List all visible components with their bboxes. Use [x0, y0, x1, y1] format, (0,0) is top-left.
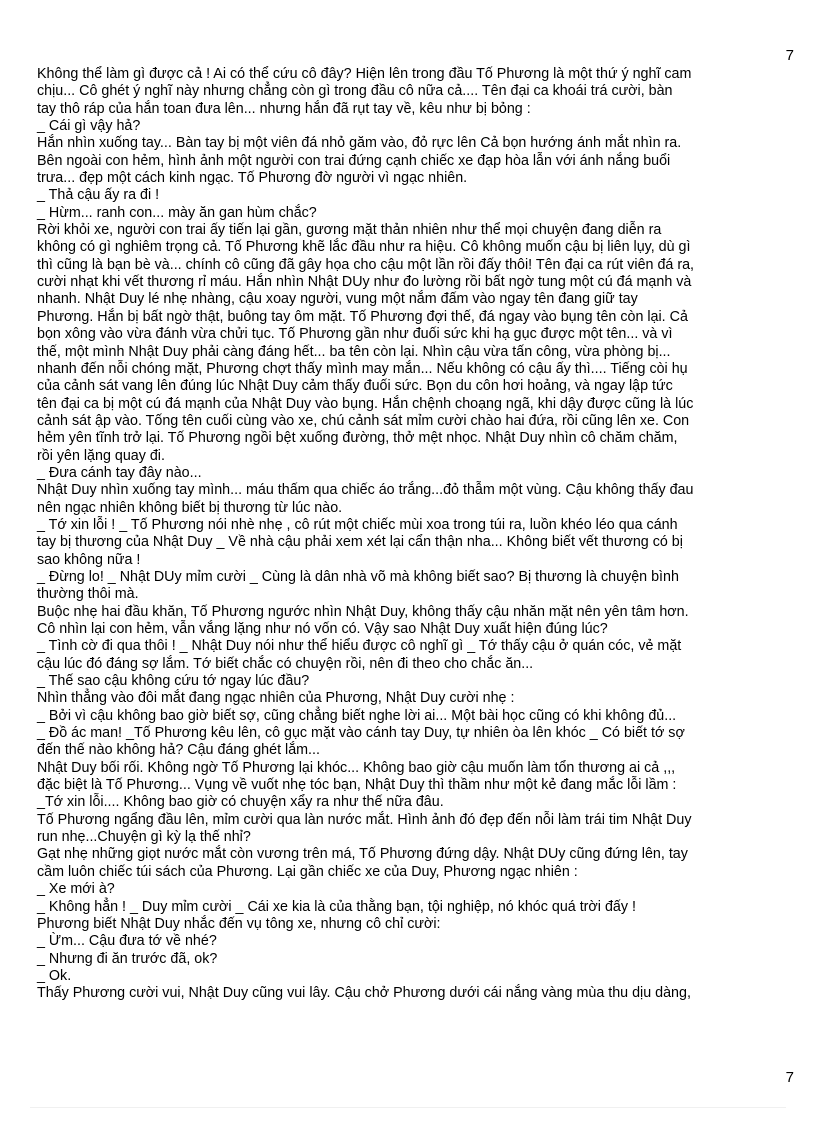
- text-line: nhanh. Nhật Duy lé nhẹ nhàng, cậu xoay người, vung một nắm đấm vào ngay tên đang giữ tay: [37, 291, 638, 308]
- text-line: _ Ừm... Cậu đưa tớ về nhé?: [37, 933, 217, 950]
- text-line: của cảnh sát vang lên đúng lúc Nhật Duy cảm thấy đuối sức. Bọn du côn hơi hoảng, và ngay lập tức: [37, 378, 673, 395]
- text-line: _ Đừng lo! _ Nhật DUy mỉm cười _ Cùng là dân nhà võ mà không biết sao? Bị thương là chuyện bình: [37, 568, 679, 585]
- text-line: tên đại ca bị một cú đá mạnh của Nhật Duy vào bụng. Hắn chệnh choạng ngã, khi dậy được cũng là lúc: [37, 395, 694, 412]
- text-line: Nhìn thẳng vào đôi mắt đang ngạc nhiên của Phương, Nhật Duy cười nhẹ :: [37, 690, 515, 707]
- text-line: rồi yên lặng quay đi.: [37, 447, 165, 464]
- text-line: Gạt nhẹ những giọt nước mắt còn vương trên má, Tố Phương đứng dậy. Nhật DUy cũng đứng lên, tay: [37, 846, 688, 863]
- text-line: Tố Phương ngẩng đầu lên, mỉm cười qua làn nước mắt. Hình ảnh đó đẹp đến nỗi làm trái tim Nhật Duy: [37, 811, 692, 828]
- text-line: nên ngạc nhiên không biết bị thương từ lúc nào.: [37, 499, 343, 516]
- text-line: Phương biết Nhật Duy nhắc đến vụ tông xe, nhưng cô chỉ cười:: [37, 915, 441, 932]
- text-line: bọn xông vào vừa đánh vừa chửi tục. Tố Phương gần như đuối sức khi hạ gục được một tên... và vì: [37, 326, 673, 343]
- text-line: Nhật Duy nhìn xuống tay mình... máu thấm qua chiếc áo trắng...đỏ thẫm một vùng. Cậu không thấy đau: [37, 482, 694, 499]
- text-line: đặc biệt là Tố Phương... Vụng về vuốt nhẹ tóc bạn, Nhật Duy thì thầm như một kẻ đang mắc lỗi lầm :: [37, 777, 677, 794]
- text-line: Thấy Phương cười vui, Nhật Duy cũng vui lây. Cậu chở Phương dưới cái nắng vàng mùa thu dịu dàng,: [37, 985, 691, 1002]
- text-line: _Tớ xin lỗi.... Không bao giờ có chuyện xẩy ra như thế nữa đâu.: [37, 794, 444, 811]
- text-line: hẻm yên tĩnh trở lại. Tố Phương ngồi bệt xuống đường, thở mệt nhọc. Nhật Duy nhìn cô chăm chăm,: [37, 430, 678, 447]
- text-line: cười nhạt khi vết thương rỉ máu. Hắn nhìn Nhật DUy như đo lường rồi bất ngờ tung một cú đá mạnh và: [37, 274, 692, 291]
- text-line: thì cũng là bạn bè và... chính cô cũng đã gây họa cho cậu một lần rồi đấy thôi! Tên đại ca rút viên đá ra,: [37, 256, 695, 273]
- text-line: Bên ngoài con hẻm, hình ảnh một người con trai đứng cạnh chiếc xe đạp hòa lẫn với ánh nắng buổi: [37, 152, 671, 169]
- text-line: Rời khỏi xe, người con trai ấy tiến lại gần, gương mặt thản nhiên như thể mọi chuyện đang diễn ra: [37, 222, 662, 239]
- text-line: trưa... đẹp một cách kinh ngạc. Tố Phương đờ người vì ngạc nhiên.: [37, 170, 468, 187]
- text-line: cậu lúc đó đáng sợ lắm. Tớ biết chắc có chuyện rồi, nên đi theo cho chắc ăn...: [37, 655, 534, 672]
- text-line: cầm luôn chiếc túi sách của Phương. Lại gần chiếc xe của Duy, Phương ngạc nhiên :: [37, 863, 578, 880]
- page-number-top: 7: [785, 47, 794, 64]
- text-line: _ Không hẳn ! _ Duy mỉm cười _ Cái xe kia là của thằng bạn, tội nghiệp, nó khóc quá trời đấy !: [37, 898, 636, 915]
- text-line: _ Thả cậu ấy ra đi !: [37, 187, 160, 204]
- text-line: sao không nữa !: [37, 551, 141, 568]
- text-line: _ Xe mới à?: [37, 881, 115, 898]
- text-line: run nhẹ...Chuyện gì kỳ lạ thế nhỉ?: [37, 829, 251, 846]
- page-number-bottom: 7: [785, 1069, 794, 1086]
- story-text: [37, 66, 797, 1003]
- text-line: đến thế nào không hả? Cậu đáng ghét lắm...: [37, 742, 320, 759]
- text-line: Cô nhìn lại con hẻm, vẫn vắng lặng như nó vốn có. Vậy sao Nhật Duy xuất hiện đúng lúc?: [37, 621, 608, 637]
- text-line: _ Thế sao cậu không cứu tớ ngay lúc đầu?: [37, 673, 310, 690]
- text-line: Phương. Hắn bị bất ngờ thật, buông tay ôm mặt. Tố Phương đợi thế, đá ngay vào bụng tên còn lại. Cả: [37, 308, 688, 325]
- text-line: tay thô ráp của hắn toan đưa lên... nhưng hắn đã rụt tay về, kêu như bị bỏng :: [37, 100, 531, 117]
- text-line: _ Ok.: [37, 967, 72, 984]
- text-line: không có gì nghiêm trọng cả. Tố Phương khẽ lắc đầu như ra hiệu. Cô không muốn cậu bị liên lụy, dù gì: [37, 239, 691, 256]
- text-line: _ Bởi vì cậu không bao giờ biết sợ, cũng chẳng biết nghe lời ai... Một bài học cũng có khi không đủ...: [37, 707, 677, 724]
- page-bottom-rule: [30, 1107, 786, 1108]
- text-line: cảnh sát ập vào. Tống tên cuối cùng vào xe, chú cảnh sát mỉm cười chào hai đứa, rồi cũng lên xe. Con: [37, 412, 690, 429]
- text-line: Không thể làm gì được cả ! Ai có thể cứu cô đây? Hiện lên trong đầu Tố Phương là một thứ ý nghĩ cam: [37, 66, 692, 82]
- text-line: Hắn nhìn xuống tay... Bàn tay bị một viên đá nhỏ găm vào, đỏ rực lên Cả bọn hướng ánh mắt nhìn ra.: [37, 135, 682, 152]
- text-line: tay bị thương của Nhật Duy _ Về nhà cậu phải xem xét lại cẩn thận nha... Không biết vết thương có bị: [37, 534, 683, 551]
- text-line: nhanh đến nỗi chóng mặt, Phương chợt thấy mình may mắn... Nếu không có cậu ấy thì.... Tiếng còi hụ: [37, 360, 688, 377]
- text-line: Buộc nhẹ hai đầu khăn, Tố Phương ngước nhìn Nhật Duy, không thấy cậu nhăn mặt nên yên tâm hơn.: [37, 603, 689, 620]
- text-line: _ Nhưng đi ăn trước đã, ok?: [37, 950, 218, 967]
- text-line: _ Tớ xin lỗi ! _ Tố Phương nói nhè nhẹ , cô rút một chiếc mùi xoa trong túi ra, luồn khéo léo qua cánh: [37, 516, 678, 533]
- text-line: _ Hừm... ranh con... mày ăn gan hùm chắc?: [37, 204, 317, 221]
- text-line: Nhật Duy bối rối. Không ngờ Tố Phương lại khóc... Không bao giờ cậu muốn làm tổn thương ai cả ,,,: [37, 759, 676, 776]
- text-line: _ Cái gì vậy hả?: [37, 118, 141, 135]
- text-line: thế, một mình Nhật Duy phải càng đáng hết... ba tên còn lại. Nhìn cậu vừa tấn công, vừa phòng bị...: [37, 343, 671, 360]
- text-line: chịu... Cô ghét ý nghĩ này nhưng chẳng còn gì trong đầu cô nữa cả.... Tên đại ca khoái trá cười, bàn: [37, 83, 673, 100]
- text-line: _ Đưa cánh tay đây nào...: [37, 464, 202, 481]
- text-line: _ Đồ ác man! _Tố Phương kêu lên, cô gục mặt vào cánh tay Duy, tự nhiên òa lên khóc _ Có biết tớ sợ: [37, 725, 685, 742]
- text-line: _ Tình cờ đi qua thôi ! _ Nhật Duy nói như thể hiểu được cô nghĩ gì _ Tớ thấy cậu ở quán cóc, vẻ mặt: [37, 638, 682, 655]
- text-line: thường thôi mà.: [37, 586, 139, 603]
